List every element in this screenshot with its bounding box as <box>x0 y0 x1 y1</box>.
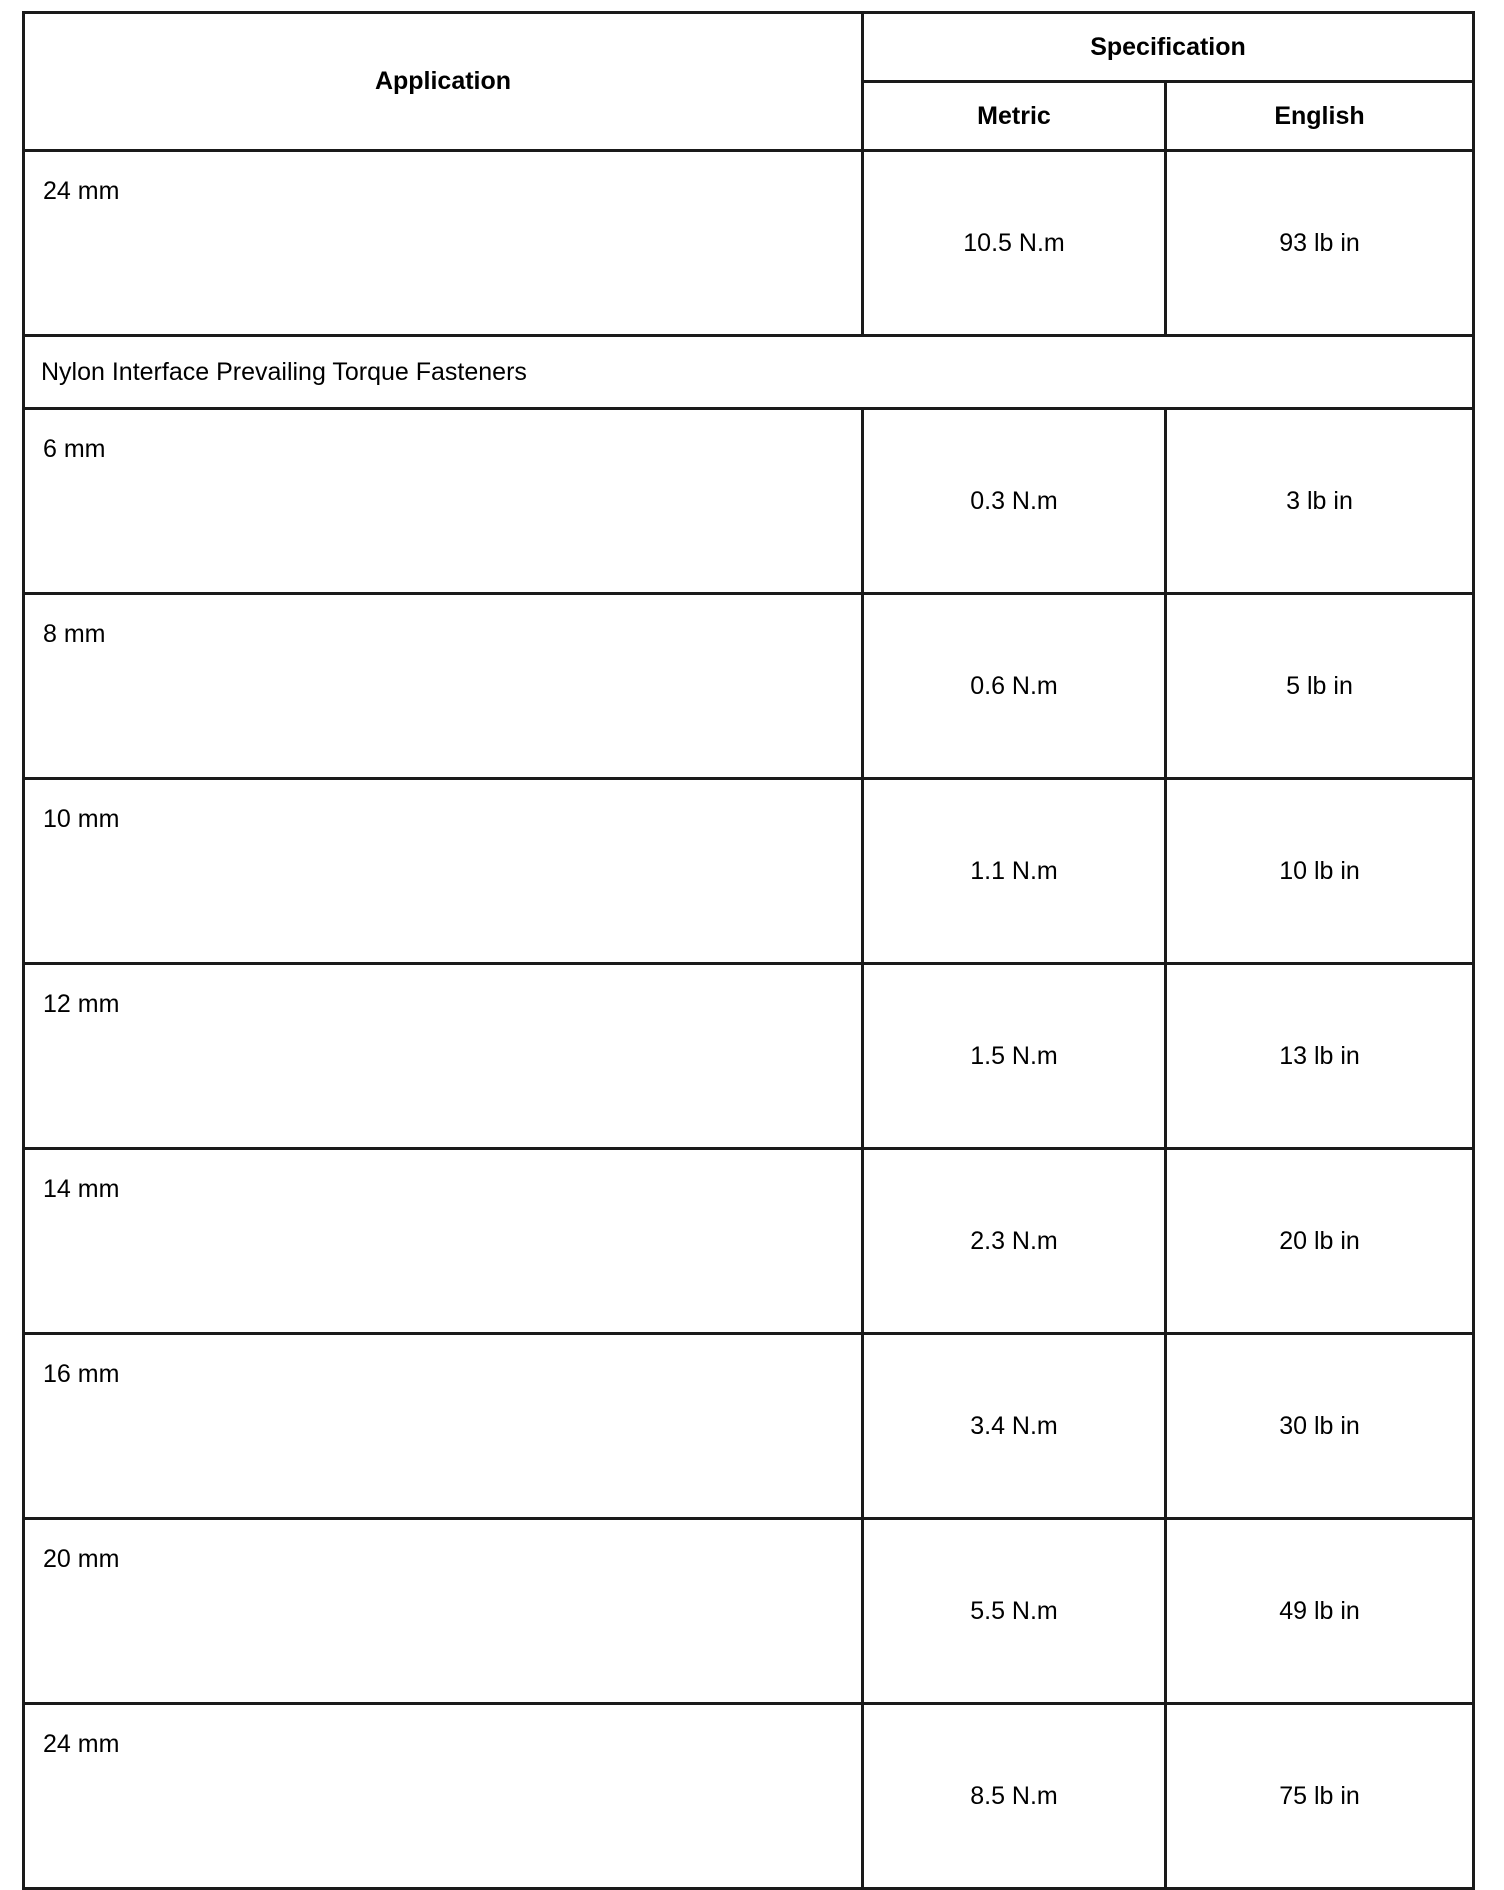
metric-cell: 10.5 N.m <box>863 151 1166 336</box>
application-cell: 14 mm <box>24 1149 863 1334</box>
application-cell: 16 mm <box>24 1334 863 1519</box>
metric-cell: 3.4 N.m <box>863 1334 1166 1519</box>
table-row <box>24 594 1474 779</box>
metric-cell: 2.3 N.m <box>863 1149 1166 1334</box>
application-cell: 20 mm <box>24 1519 863 1704</box>
english-cell: 3 lb in <box>1166 409 1474 594</box>
table-row <box>24 151 1474 336</box>
metric-header: Metric <box>863 82 1166 151</box>
english-cell: 30 lb in <box>1166 1334 1474 1519</box>
table-row <box>24 1704 1474 1889</box>
english-cell: 93 lb in <box>1166 151 1474 336</box>
english-cell: 20 lb in <box>1166 1149 1474 1334</box>
application-cell: 10 mm <box>24 779 863 964</box>
section-row <box>24 336 1474 409</box>
table-row <box>24 1149 1474 1334</box>
english-cell: 5 lb in <box>1166 594 1474 779</box>
application-cell: 24 mm <box>24 151 863 336</box>
metric-cell: 1.1 N.m <box>863 779 1166 964</box>
english-cell: 10 lb in <box>1166 779 1474 964</box>
specification-header: Specification <box>863 13 1474 82</box>
english-cell: 75 lb in <box>1166 1704 1474 1889</box>
application-cell: 6 mm <box>24 409 863 594</box>
table-body <box>24 151 1474 1889</box>
table-row <box>24 1519 1474 1704</box>
table-row <box>24 964 1474 1149</box>
table-row <box>24 779 1474 964</box>
table-row <box>24 409 1474 594</box>
table-header <box>24 13 1474 151</box>
application-cell: 24 mm <box>24 1704 863 1889</box>
application-cell: 8 mm <box>24 594 863 779</box>
metric-cell: 0.6 N.m <box>863 594 1166 779</box>
english-header: English <box>1166 82 1474 151</box>
metric-cell: 5.5 N.m <box>863 1519 1166 1704</box>
english-cell: 49 lb in <box>1166 1519 1474 1704</box>
torque-spec-table <box>22 11 1475 1890</box>
metric-cell: 0.3 N.m <box>863 409 1166 594</box>
application-cell: 12 mm <box>24 964 863 1149</box>
metric-cell: 8.5 N.m <box>863 1704 1166 1889</box>
table-row <box>24 1334 1474 1519</box>
english-cell: 13 lb in <box>1166 964 1474 1149</box>
metric-cell: 1.5 N.m <box>863 964 1166 1149</box>
application-header: Application <box>24 13 863 151</box>
section-label: Nylon Interface Prevailing Torque Fasteners <box>24 336 1474 409</box>
